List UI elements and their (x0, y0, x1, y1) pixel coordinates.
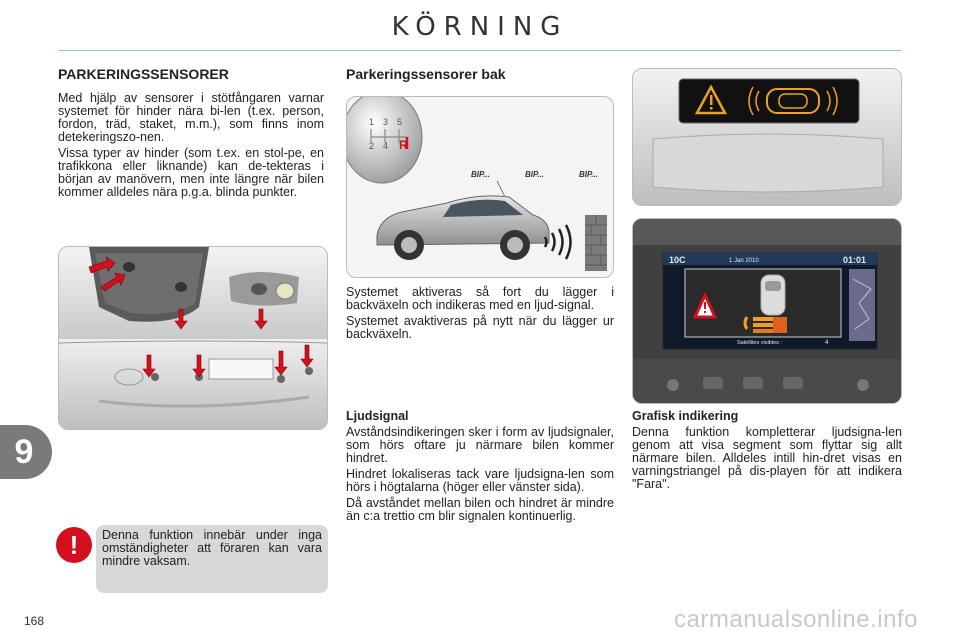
gear-number: 5 (397, 117, 403, 127)
graphic-indication-paragraph: Denna funktion kompletterar ljudsigna-len genom att visa segment som flyttar sig allt närmare bilen. Alldeles intill hin-dret visas en varningstriangel på dis-playen för att indikera "Fara". (632, 425, 902, 491)
screen-satellite-count: 4 (825, 340, 829, 346)
beep-label: BIP... (579, 170, 598, 179)
gear-number: 3 (383, 117, 389, 127)
parking-sensors-heading: PARKERINGSSENSORER (58, 66, 229, 82)
intro-text (58, 92, 324, 202)
sound-signal-heading: Ljudsignal (346, 409, 409, 423)
gear-number: 4 (383, 141, 389, 151)
intro-paragraph-2: Vissa typer av hinder (som t.ex. en stol-pe, en trafikkona eller liknande) kan de-tekteras i början av manövern, men inte längre när bilen kommer alldeles nära p.g.a. blinda punkter. (58, 146, 324, 199)
intro-paragraph-1: Med hjälp av sensorer i stötfångaren varnar systemet för hinder nära bi-len (t.ex. person, fordon, träd, staket, m.m.), som finns inom detekeringszo-nen. (58, 91, 324, 144)
header-divider (58, 50, 902, 51)
sound-paragraph-3: Då avståndet mellan bilen och hindret är mindre än c:a trettio cm blir signalen kontinuerlig. (346, 496, 614, 523)
beep-label: BIP... (471, 170, 490, 179)
chapter-tab: 9 (0, 425, 52, 479)
page-title: KÖRNING (391, 12, 569, 42)
sound-paragraph-2: Hindret lokaliseras tack vare ljudsigna-len som hörs i högtalarna (höger eller vänster sida). (346, 467, 614, 494)
sound-paragraph-1: Avståndsindikeringen sker i form av ljudsignaler, som hörs oftare ju närmare bilen kommer hindret. (346, 425, 614, 465)
reverse-gear-label: R (399, 138, 408, 152)
beep-label: BIP... (525, 170, 544, 179)
bumper-sensors-illustration (58, 246, 328, 430)
warning-note: Denna funktion innebär under inga omständigheter att föraren kan vara mindre vaksam. (96, 525, 328, 593)
screen-temperature: 10C (669, 255, 686, 265)
page-number: 168 (24, 614, 45, 628)
screen-display-drawing (633, 219, 902, 404)
dashboard-display-drawing (633, 69, 902, 206)
gear-number: 2 (369, 141, 375, 151)
sound-signal-section (346, 410, 614, 526)
activation-text (346, 286, 614, 344)
graphic-indication-section (632, 410, 902, 494)
graphic-indication-heading: Grafisk indikering (632, 409, 739, 423)
screen-display-illustration (632, 218, 902, 404)
rear-sensors-heading: Parkeringssensorer bak (346, 66, 506, 82)
screen-status: Satellites visibles : (737, 340, 782, 346)
gear-number: 1 (369, 117, 375, 127)
warning-icon: ! (56, 527, 92, 563)
reverse-gear-car-illustration (346, 96, 614, 278)
screen-date: 1 Jan 2010 (729, 258, 759, 264)
bumper-sensors-drawing (59, 247, 328, 430)
car-sound-drawing (347, 97, 614, 278)
deactivation-paragraph: Systemet avaktiveras på nytt när du lägger ur backväxeln. (346, 314, 614, 341)
dashboard-display-illustration (632, 68, 902, 206)
screen-time: 01:01 (843, 255, 867, 265)
watermark: carmanualsonline.info (674, 606, 918, 633)
activation-paragraph: Systemet aktiveras så fort du lägger i backväxeln och indikeras med en ljud-signal. (346, 285, 614, 312)
